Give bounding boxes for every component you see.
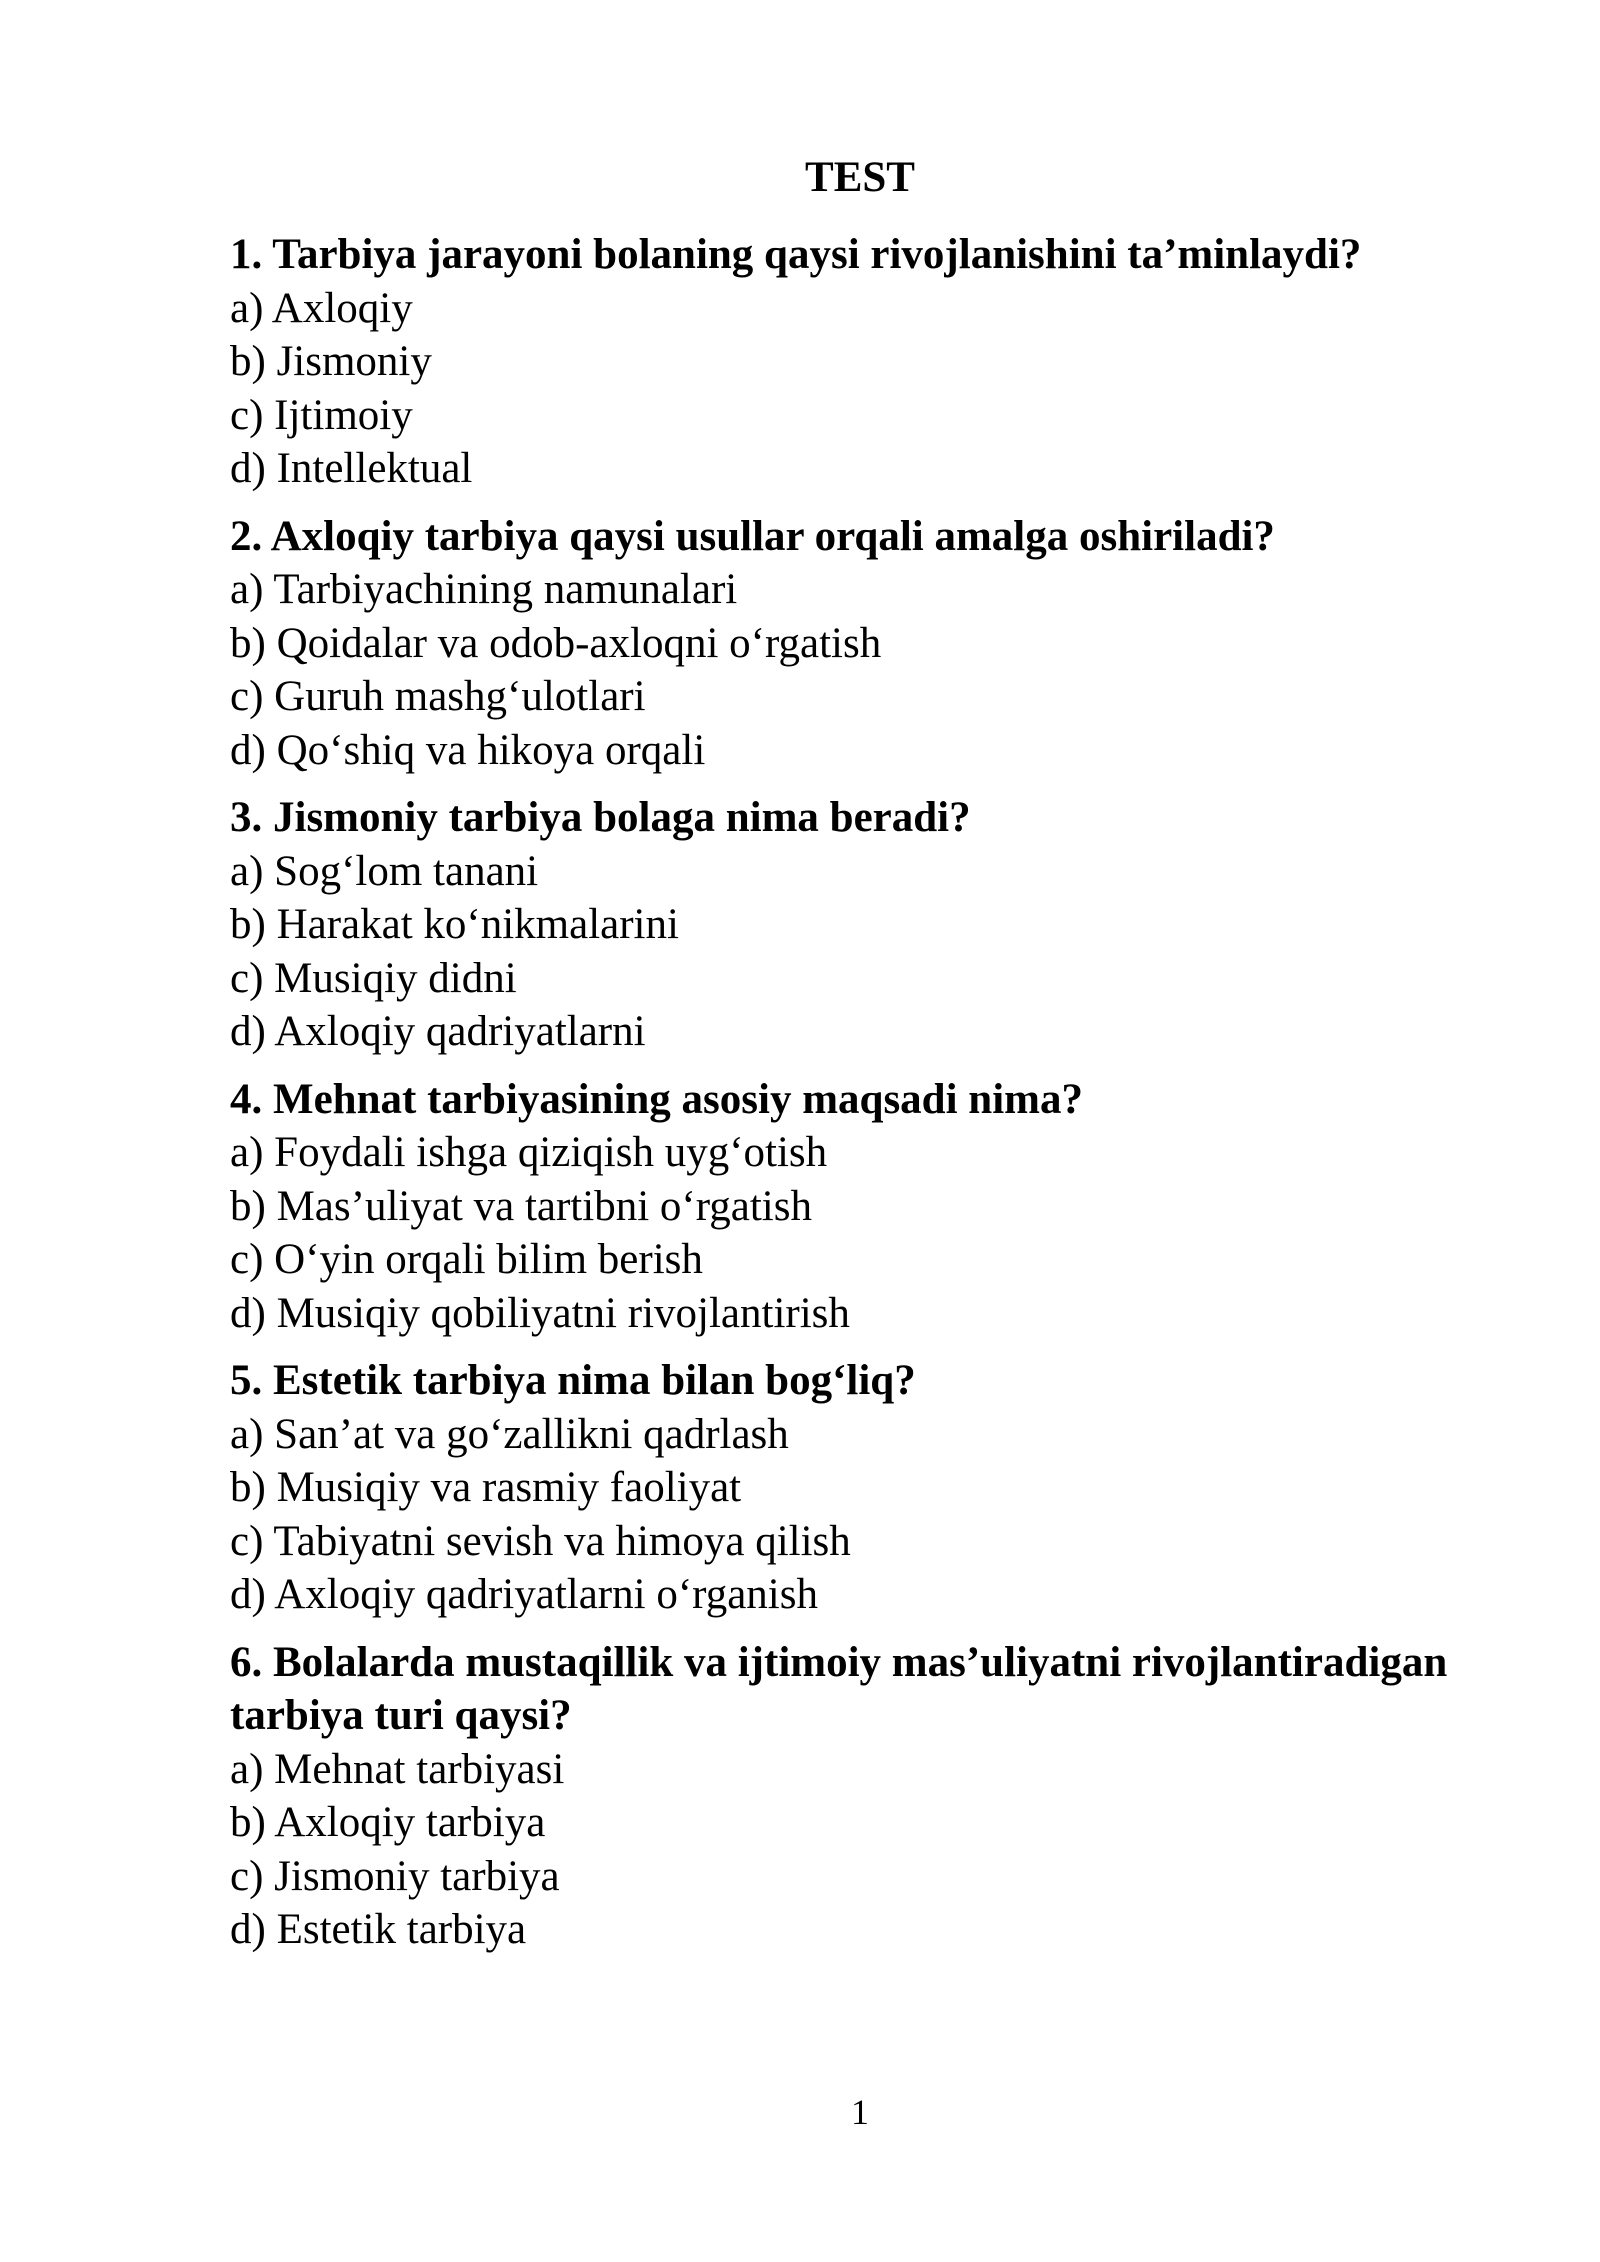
answer-option: b) Musiqiy va rasmiy faoliyat <box>230 1464 742 1511</box>
question-text: 1. Tarbiya jarayoni bolaning qaysi rivojlanishini ta’minlaydi? <box>230 231 1362 278</box>
answer-option: d) Intellektual <box>230 445 473 492</box>
answer-option: d) Estetik tarbiya <box>230 1906 527 1953</box>
question-block-2 <box>230 510 1490 778</box>
answer-option: a) Foydali ishga qiziqish uyg‘otish <box>230 1129 828 1176</box>
answer-option: a) Mehnat tarbiyasi <box>230 1745 565 1793</box>
answer-options <box>230 845 1490 1059</box>
answer-option: c) Tabiyatni sevish va himoya qilish <box>230 1517 851 1565</box>
page-number: 1 <box>851 2092 869 2132</box>
answer-options <box>230 282 1490 496</box>
question-text: 3. Jismoniy tarbiya bolaga nima beradi? <box>230 794 971 841</box>
answer-option: c) Ijtimoiy <box>230 391 413 439</box>
answer-option: b) Qoidalar va odob-axloqni o‘rgatish <box>230 619 882 667</box>
answer-option: a) Axloqiy <box>230 284 413 332</box>
question-block-4 <box>230 1073 1490 1341</box>
answer-option: d) Axloqiy qadriyatlarni <box>230 1008 646 1055</box>
question-text: 4. Mehnat tarbiyasining asosiy maqsadi nima? <box>230 1075 1083 1123</box>
answer-option: b) Mas’uliyat va tartibni o‘rgatish <box>230 1182 812 1230</box>
question-block-1 <box>230 228 1490 496</box>
answer-option: a) Sog‘lom tanani <box>230 847 539 895</box>
question-block-3 <box>230 791 1490 1059</box>
answer-option: b) Axloqiy tarbiya <box>230 1799 546 1846</box>
answer-option: b) Jismoniy <box>230 338 432 385</box>
answer-option: d) Musiqiy qobiliyatni rivojlantirish <box>230 1289 850 1337</box>
answer-options <box>230 1126 1490 1340</box>
answer-option: b) Harakat ko‘nikmalarini <box>230 901 679 948</box>
question-text: 5. Estetik tarbiya nima bilan bog‘liq? <box>230 1357 916 1404</box>
answer-option: d) Qo‘shiq va hikoya orqali <box>230 726 706 774</box>
answer-option: c) Jismoniy tarbiya <box>230 1852 560 1900</box>
question-text: 2. Axloqiy tarbiya qaysi usullar orqali amalga oshiriladi? <box>230 512 1275 560</box>
answer-options <box>230 1743 1490 1957</box>
answer-option: d) Axloqiy qadriyatlarni o‘rganish <box>230 1571 818 1618</box>
answer-option: c) O‘yin orqali bilim berish <box>230 1236 703 1283</box>
answer-option: c) Guruh mashg‘ulotlari <box>230 673 646 720</box>
question-text: 6. Bolalarda mustaqillik va ijtimoiy mas’uliyatni rivojlantiradigan tarbiya turi qaysi? <box>230 1638 1448 1739</box>
question-block-5 <box>230 1354 1490 1622</box>
answer-option: a) San’at va go‘zallikni qadrlash <box>230 1410 789 1458</box>
answer-option: c) Musiqiy didni <box>230 954 517 1002</box>
question-block-6 <box>230 1636 1490 1957</box>
answer-option: a) Tarbiyachining namunalari <box>230 566 738 613</box>
answer-options <box>230 1408 1490 1622</box>
test-content <box>230 228 1490 1971</box>
page-title: TEST <box>805 154 915 201</box>
answer-options <box>230 563 1490 777</box>
